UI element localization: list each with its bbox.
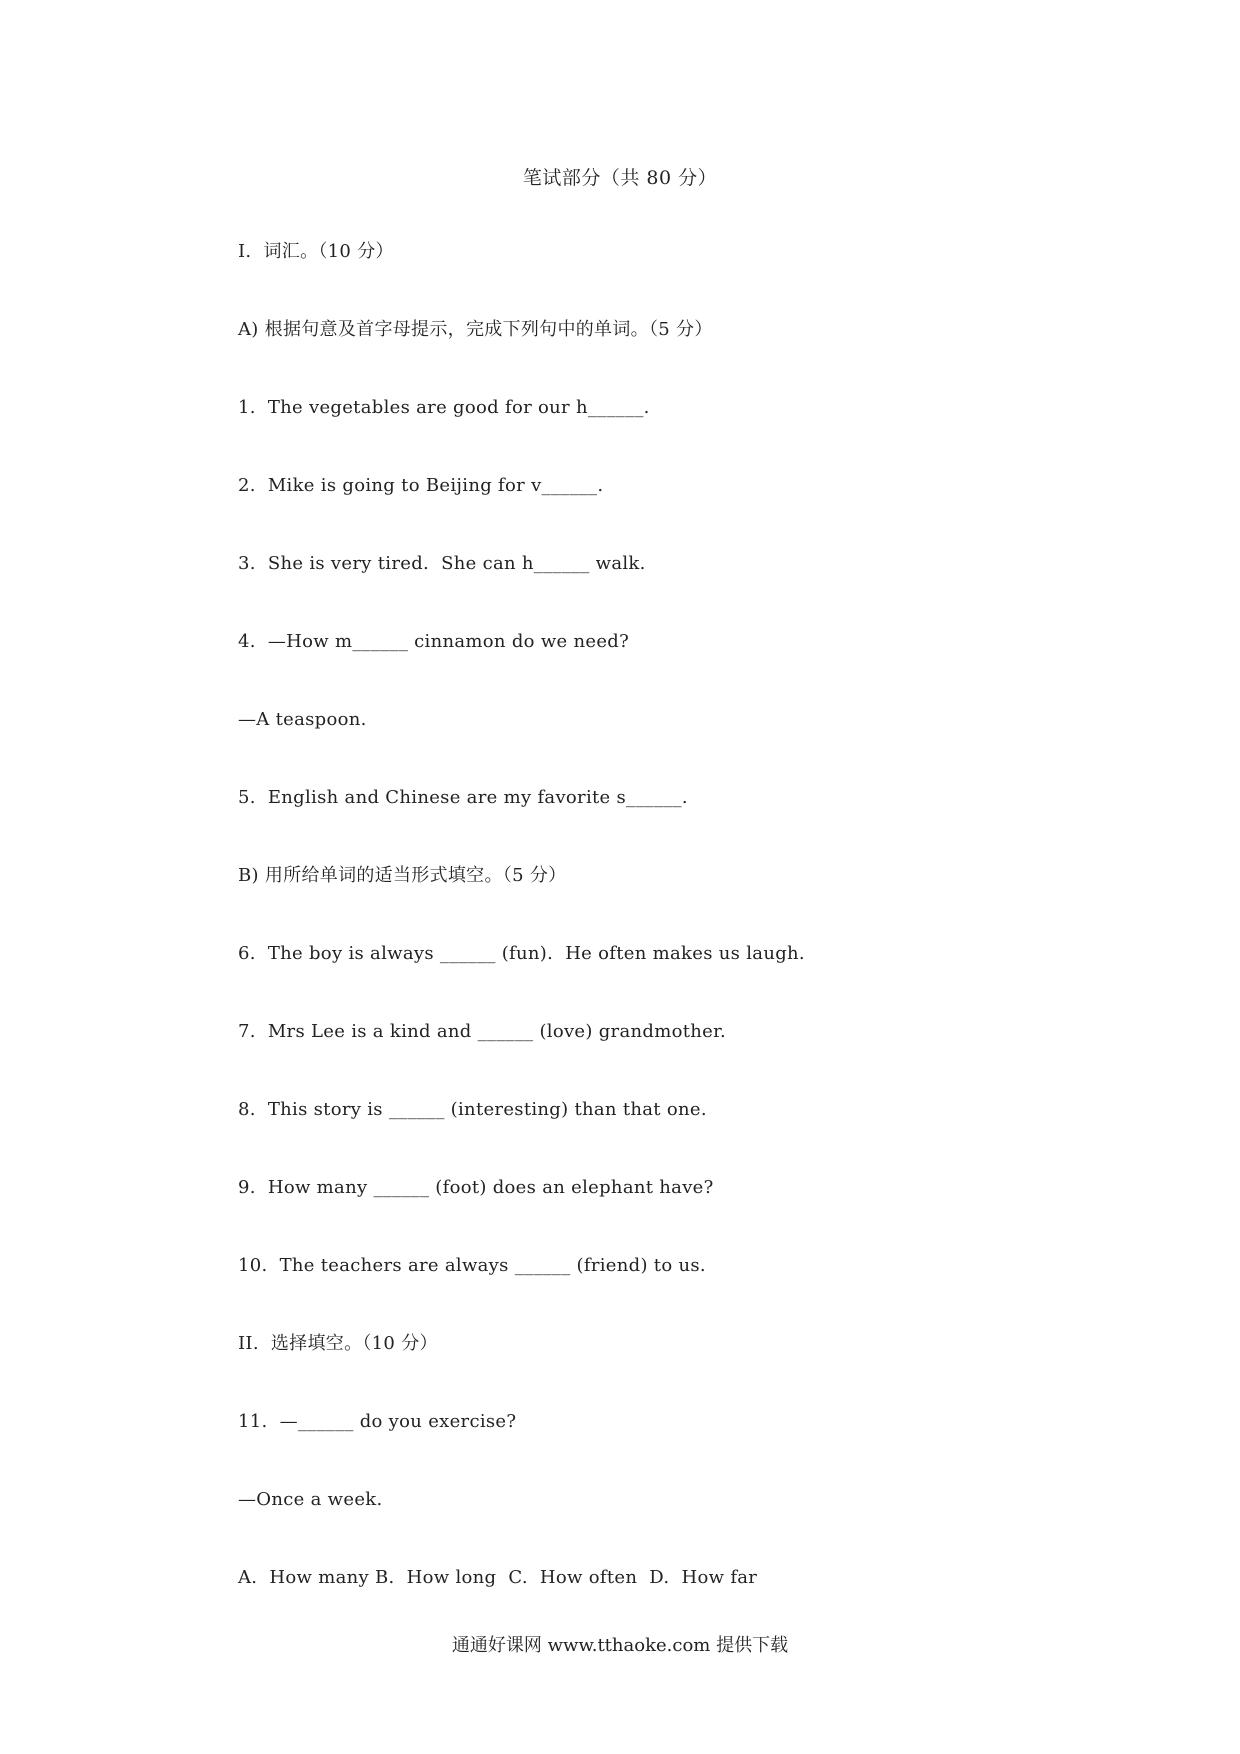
question-7: 7. Mrs Lee is a kind and ______ (love) grandmother. [238, 1021, 727, 1042]
page-title: 笔试部分（共 80 分） [522, 167, 718, 189]
question-5: 5. English and Chinese are my favorite s______. [238, 787, 688, 808]
question-10: 10. The teachers are always ______ (friend) to us. [238, 1255, 706, 1276]
question-8: 8. This story is ______ (interesting) than that one. [238, 1099, 707, 1120]
question-11-options: A. How many B. How long C. How often D. How far [238, 1567, 758, 1588]
question-11-answer: —Once a week. [238, 1489, 383, 1510]
question-11: 11. —______ do you exercise? [238, 1411, 517, 1432]
question-6: 6. The boy is always ______ (fun). He often makes us laugh. [238, 943, 805, 964]
subsection-heading-a: A) 根据句意及首字母提示，完成下列句中的单词。（5 分） [238, 319, 713, 340]
question-3: 3. She is very tired. She can h______ walk. [238, 553, 646, 574]
section-heading-vocabulary: I. 词汇。（10 分） [238, 241, 394, 262]
section-heading-choice: II. 选择填空。（10 分） [238, 1333, 438, 1354]
subsection-heading-b: B) 用所给单词的适当形式填空。（5 分） [238, 865, 567, 886]
question-2: 2. Mike is going to Beijing for v______. [238, 475, 604, 496]
question-4: 4. —How m______ cinnamon do we need? [238, 631, 630, 652]
question-1: 1. The vegetables are good for our h______. [238, 397, 650, 418]
question-9: 9. How many ______ (foot) does an elephant have? [238, 1177, 714, 1198]
question-4-answer: —A teaspoon. [238, 709, 367, 730]
page-footer: 通通好课网 www.tthaoke.com 提供下载 [451, 1635, 789, 1656]
